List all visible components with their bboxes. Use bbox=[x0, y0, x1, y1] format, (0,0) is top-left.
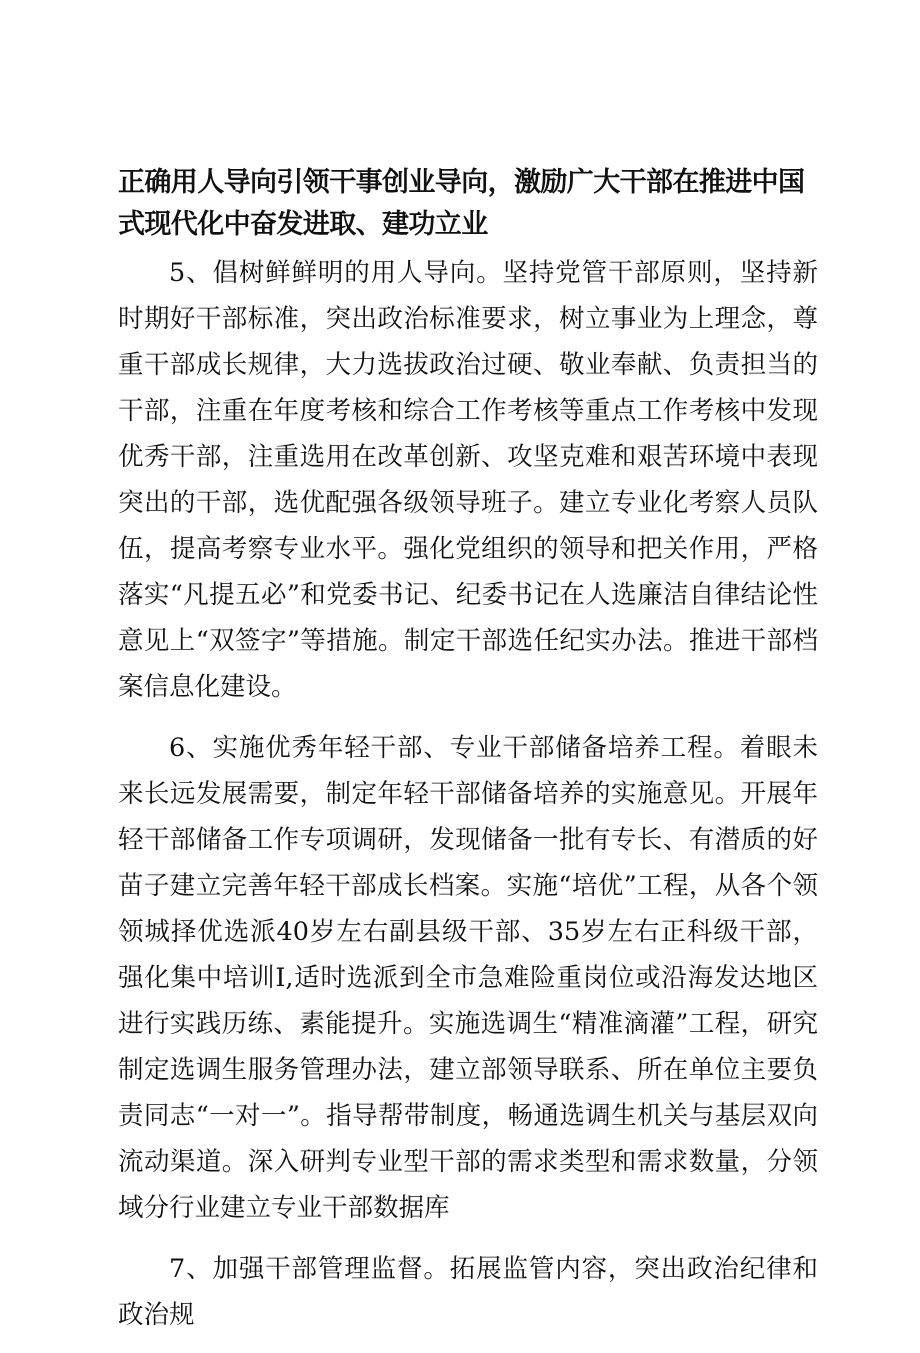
paragraph-5: 5、倡树鲜鲜明的用人导向。坚持党管干部原则，坚持新时期好干部标准，突出政治标准要求，树立事业为上理念，尊重干部成长规律，大力选拔政治过硬、敬业奉献、负责担当的干部，注重在年度考核和综合工作考核等重点工作考核中发现优秀干部，注重选用在改革创新、攻坚克难和艰苦环境中表现突出的干部，选优配强各级领导班子。建立专业化考察人员队伍，提高考察专业水平。强化党组织的领导和把关作用，严格落实“凡提五必”和党委书记、纪委书记在人选廉洁自律结论性意见上“双签字”等措施。制定干部选任纪实办法。推进干部档案信息化建设。 bbox=[118, 258, 818, 702]
paragraph-6: 6、实施优秀年轻干部、专业干部储备培养工程。着眼未来长远发展需要，制定年轻干部储备培养的实施意见。开展年轻干部储备工作专项调研，发现储备一批有专长、有潜质的好苗子建立完善年轻干部成长档案。实施“培优”工程，从各个领领城择优选派40岁左右副县级干部、35岁左右正科级干部，强化集中培训I,适时选派到全市急难险重岗位或沿海发达地区进行实践历练、素能提升。实施选调生“精准滴灌”工程，研究制定选调生服务管理办法，建立部领导联系、所在单位主要负责同志“一对一”。指导帮带制度，畅通选调生机关与基层双向流动渠道。深入研判专业型干部的需求类型和需求数量，分领域分行业建立专业干部数据库 bbox=[118, 733, 818, 1223]
document-body bbox=[118, 250, 818, 1353]
paragraph-7: 7、加强干部管理监督。拓展监管内容，突出政治纪律和政治规 bbox=[118, 1254, 818, 1330]
section-heading: 正确用人导向引领干事创业导向，激励广大干部在推进中国式现代化中奋发进取、建功立业 bbox=[118, 167, 805, 240]
